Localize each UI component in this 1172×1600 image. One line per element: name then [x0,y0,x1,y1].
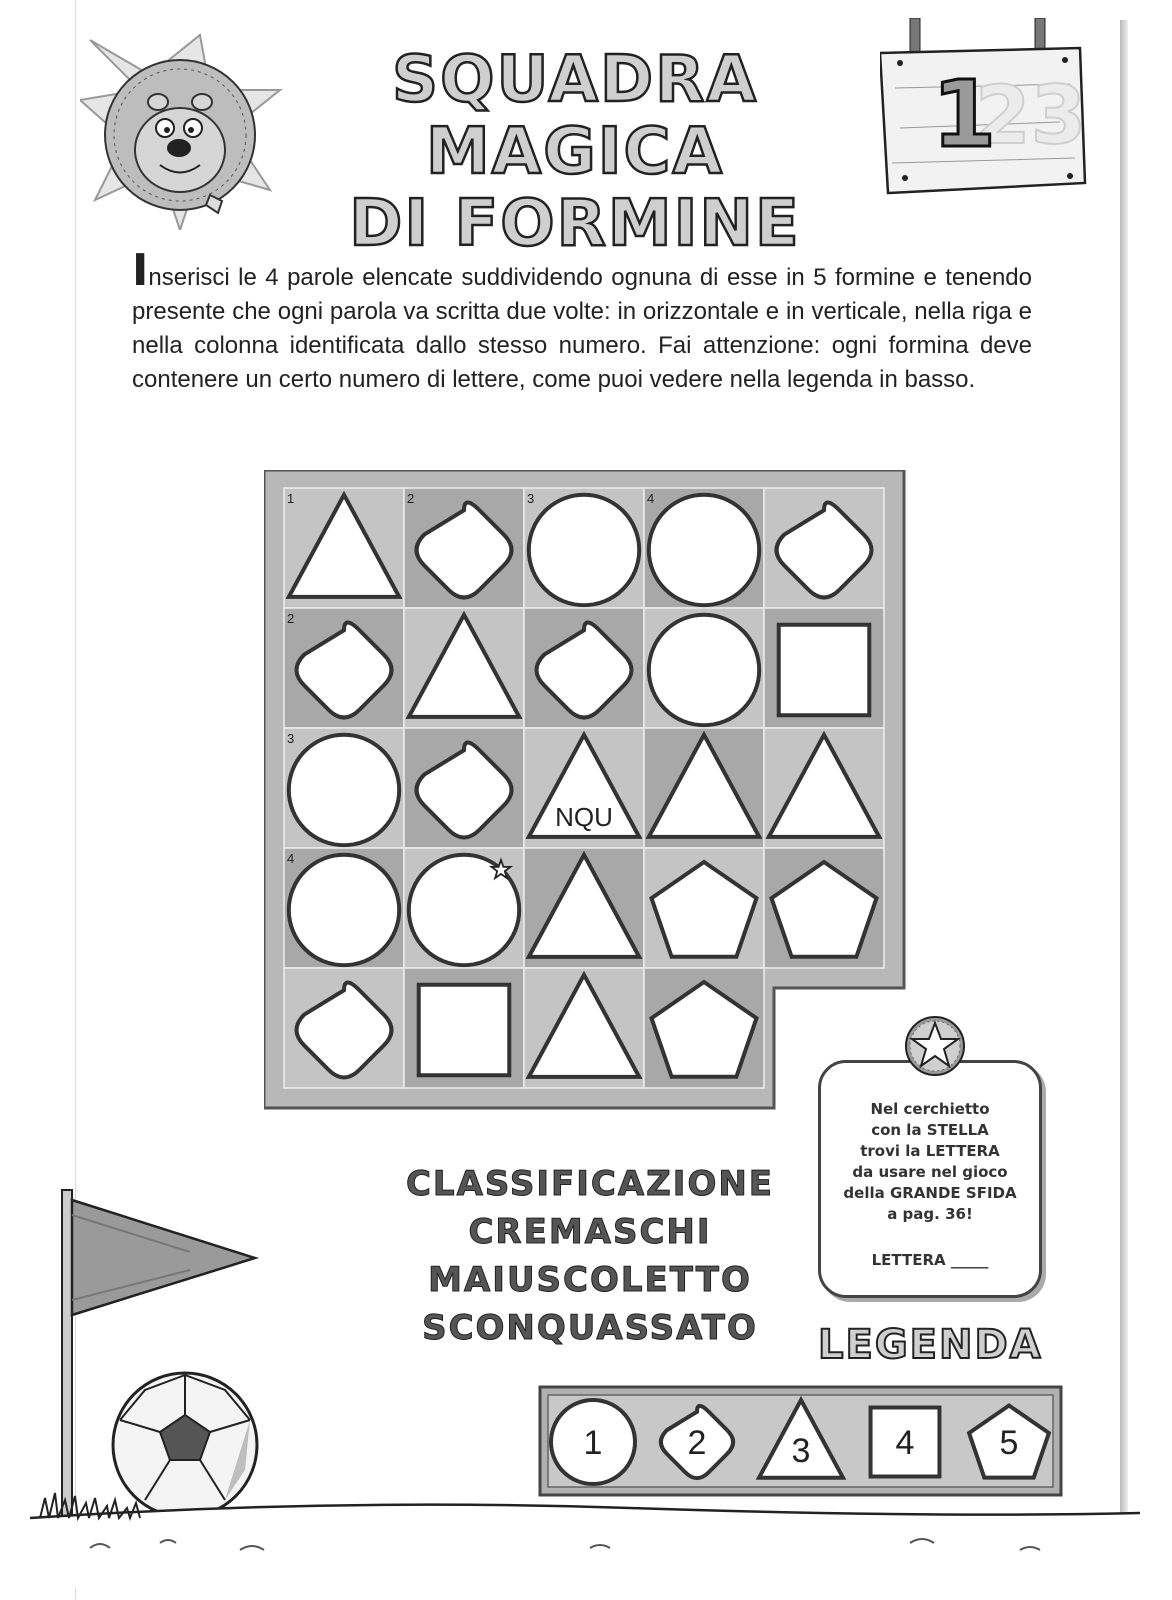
legend-letter-count: 5 [999,1424,1019,1462]
row-number: 4 [287,851,295,866]
column-number: 4 [647,491,655,506]
legend-letter-count: 4 [895,1424,915,1462]
letter-answer-line [821,1250,1039,1271]
legend-letter-count: 1 [583,1424,603,1462]
sign-faded-digits: 23 [975,69,1087,162]
row-number: 3 [287,731,295,746]
legend-letter-count: 3 [791,1432,811,1470]
column-number: 3 [527,491,535,506]
letter-answer-blank[interactable]: _____ [950,1251,989,1269]
column-number: 1 [287,491,295,506]
notebox-line: trovi la LETTERA [860,1142,1000,1160]
shape-circle[interactable] [529,495,639,605]
lion-mascot-illustration [80,30,290,230]
shape-circle[interactable] [289,735,399,845]
notebox-line: a pag. 36! [887,1205,973,1223]
instructions-paragraph [132,245,1032,397]
notebox-lines [821,1063,1039,1225]
legend-letter-count: 2 [687,1424,707,1462]
word-item: MAIUSCOLETTO [428,1260,752,1300]
instructions-text: nserisci le 4 parole elencate suddividendo ognuna di esse in 5 formine e tenendo presente che ogni parola va scritta due volte: in orizzontale e in verticale, nella riga e nella colonna identificata dallo stesso numero. Fai attenzione: ogni formina deve contenere un certo numero di lettere, come puoi vedere nella legenda in basso. [132,264,1032,393]
page-title [270,44,880,260]
sign-number: 1 [932,61,997,168]
star-badge-icon [904,1015,966,1077]
shape-circle[interactable] [649,615,759,725]
legend-panel [538,1385,1063,1497]
word-item: CLASSIFICAZIONE [405,1164,775,1204]
column-number: 2 [407,491,415,506]
page-right-edge [1120,20,1128,1580]
word-list [390,1160,790,1352]
legend-title: LEGENDA [818,1322,1043,1368]
row-number: 2 [287,611,295,626]
notebox-line: da usare nel gioco [852,1163,1008,1181]
title-line-1: SQUADRA MAGICA [392,43,758,189]
drop-cap: I [132,245,149,296]
title-line-2: DI FORMINE [349,187,801,261]
shape-circle[interactable] [289,855,399,965]
notebox-line: della GRANDE SFIDA [843,1184,1017,1202]
notebox-line: Nel cerchietto [870,1100,990,1118]
shape-square[interactable] [779,625,870,716]
shape-square[interactable] [419,985,510,1076]
prefilled-letters: NQU [555,802,613,832]
grass-ground-illustration [30,1488,1140,1588]
letter-answer-label: LETTERA [871,1251,946,1269]
shape-circle[interactable] [649,495,759,605]
hanging-number-sign [880,18,1120,203]
word-item: SCONQUASSATO [422,1308,758,1348]
notebox-line: con la STELLA [871,1121,989,1139]
shapes-crossword-grid [264,470,924,1120]
word-item: CREMASCHI [468,1212,712,1252]
star-letter-notebox [818,1060,1042,1298]
